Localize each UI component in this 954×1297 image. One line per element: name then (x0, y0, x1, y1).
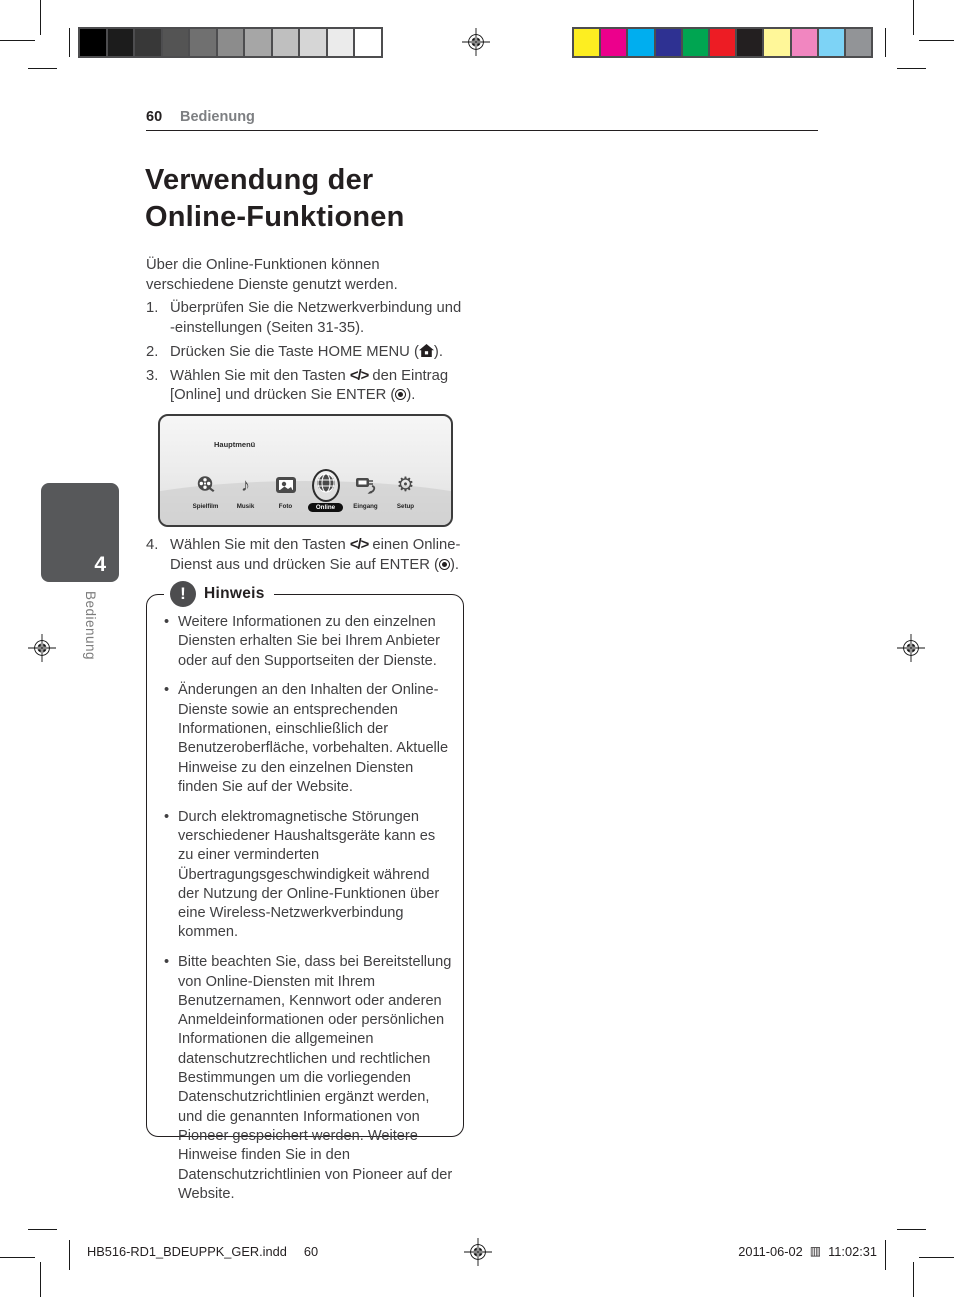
color-swatch (601, 29, 628, 56)
color-swatch (273, 29, 301, 56)
footer-page-number: 60 (303, 1244, 319, 1259)
note-title: Hinweis (204, 585, 265, 602)
chapter-number: 4 (94, 553, 106, 576)
menu-item-musik (226, 469, 266, 512)
color-swatch (683, 29, 710, 56)
color-swatch (245, 29, 273, 56)
menu-item-label: Musik (236, 503, 255, 510)
left-right-keys: </> (349, 537, 369, 553)
crop-mark (885, 28, 886, 57)
step-item (146, 299, 466, 338)
crop-mark (0, 1257, 35, 1258)
step-text: Wählen Sie mit den Tasten </> den Eintrag [Online] und drücken Sie ENTER ( ). (170, 367, 449, 403)
menu-items-row (160, 469, 451, 512)
step-item (146, 367, 466, 406)
crop-mark (0, 40, 35, 41)
chapter-tab (41, 483, 119, 582)
color-swatch (846, 29, 871, 56)
selection-ring (312, 469, 340, 502)
menu-item-spielfilm (186, 469, 226, 512)
note-bullet-list (147, 613, 463, 1204)
footer-file-name: HB516-RD1_BDEUPPK_GER.indd (87, 1244, 287, 1259)
step-item (146, 343, 466, 363)
note-bullet: • Durch elektromagnetische Störungen verschiedener Haushaltsgeräte kann es zu einer verminderten Übertragungsgeschwindigkeit während der Nutzung der Online-Funktionen über eine Wireless-Netzwerkverbindung kommen. (164, 808, 453, 943)
footer-date: 2011-06-02 (738, 1244, 803, 1259)
registration-mark (463, 1237, 493, 1272)
menu-item-online (306, 469, 346, 512)
menu-item-label: Foto (278, 503, 293, 510)
color-swatch (737, 29, 764, 56)
menu-item-foto (266, 469, 306, 512)
menu-item-label: Eingang (353, 503, 378, 510)
globe-icon (316, 473, 336, 493)
step-list-continued (146, 536, 466, 580)
footer-file-info (87, 1244, 318, 1259)
footer-time: 11:02:31 (828, 1244, 877, 1259)
menu-item-setup (386, 469, 426, 512)
crop-mark (40, 1262, 41, 1297)
crop-mark (919, 40, 954, 41)
step-number: 4. (146, 537, 159, 553)
color-swatch (300, 29, 328, 56)
crop-mark (913, 0, 914, 35)
enter-icon (439, 559, 450, 570)
intro-paragraph: Über die Online-Funktionen können verschiedene Dienste genutzt werden. (146, 257, 398, 293)
missing-glyph-box: ▥ (809, 1244, 822, 1258)
color-swatch (574, 29, 601, 56)
crop-mark (28, 68, 57, 69)
color-swatch (792, 29, 819, 56)
note-bullet: • Bitte beachten Sie, dass bei Bereitstellung von Online-Diensten mit Ihrem Benutzernamen, Kennwort oder anderen Anmeldeinformationen oder persönlichen Informationen die allgemeinen datenschutzrechtlichen und rechtlichen Bestimmungen um die vorliegenden Datenschutzrichtlinien ergänzt werden, und die genannten Informationen von Pioneer gespeichert werden. Weitere Hinweise finden Sie in den Datenschutzrichtlinien von Pioneer auf der Website. (164, 953, 453, 1204)
color-swatch (108, 29, 136, 56)
color-swatch (163, 29, 191, 56)
color-swatch (135, 29, 163, 56)
color-swatch (710, 29, 737, 56)
step-list (146, 299, 466, 410)
crop-mark (40, 0, 41, 35)
step-number: 2. (146, 343, 159, 360)
enter-icon (395, 389, 406, 400)
menu-item-label: Setup (396, 503, 415, 510)
note-bullet: • Änderungen an den Inhalten der Online-Dienste sowie an entsprechenden Informationen, einschließlich der Benutzeroberfläche, vorbehalten. Aktuelle Hinweise zu den einzelnen Diensten finden Sie auf der Website. (164, 681, 453, 797)
chapter-label-vertical: Bedienung (83, 591, 98, 661)
color-swatch (764, 29, 791, 56)
color-swatch (218, 29, 246, 56)
registration-mark (461, 27, 491, 62)
step-item (146, 536, 466, 575)
crop-mark (69, 1240, 70, 1270)
color-swatch (328, 29, 356, 56)
crop-mark (897, 68, 926, 69)
exclamation-icon: ! (170, 581, 196, 607)
color-swatch (80, 29, 108, 56)
step-text: Drücken Sie die Taste HOME MENU ( ). (170, 343, 466, 363)
menu-item-label: Spielfilm (192, 503, 219, 510)
step-number: 3. (146, 367, 159, 384)
page-title: Verwendung der Online-Funktionen (145, 164, 405, 233)
footer-timestamp (738, 1244, 877, 1259)
note-header (164, 581, 274, 607)
crop-mark (69, 28, 70, 57)
color-swatch (819, 29, 846, 56)
color-swatch (355, 29, 381, 56)
section-label: Bedienung (180, 109, 255, 125)
music-note-icon: ♪ (241, 475, 250, 495)
step-text: Wählen Sie mit den Tasten </> einen Online-Dienst aus und drücken Sie auf ENTER ( ). (170, 537, 461, 573)
menu-screenshot (158, 414, 453, 527)
home-icon (419, 344, 434, 364)
left-right-keys: </> (349, 367, 369, 384)
page-number: 60 (146, 109, 163, 125)
crop-mark (913, 1262, 914, 1297)
photo-icon (275, 469, 297, 501)
crop-mark (885, 1240, 886, 1270)
film-reel-icon (195, 469, 217, 501)
input-icon (354, 469, 378, 501)
crop-mark (28, 1229, 57, 1230)
color-calibration-bar (572, 27, 873, 58)
color-swatch (628, 29, 655, 56)
crop-mark (897, 1229, 926, 1230)
step-text: Überprüfen Sie die Netzwerkverbindung und -einstellungen (Seiten 31-35). (170, 300, 462, 336)
registration-mark (27, 633, 57, 668)
note-bullet: • Weitere Informationen zu den einzelnen Diensten erhalten Sie bei Ihrem Anbieter oder auf den Supportseiten der Dienste. (164, 613, 453, 671)
header-rule (146, 130, 818, 131)
menu-item-label: Online (308, 503, 343, 512)
crop-mark (919, 1257, 954, 1258)
gear-icon: ⚙ (396, 474, 415, 496)
color-swatch (190, 29, 218, 56)
step-number: 1. (146, 300, 159, 316)
grayscale-calibration-bar (78, 27, 383, 58)
menu-title: Hauptmenü (214, 440, 256, 449)
note-box (146, 584, 464, 1202)
menu-item-eingang (346, 469, 386, 512)
registration-mark (896, 633, 926, 668)
color-swatch (656, 29, 683, 56)
